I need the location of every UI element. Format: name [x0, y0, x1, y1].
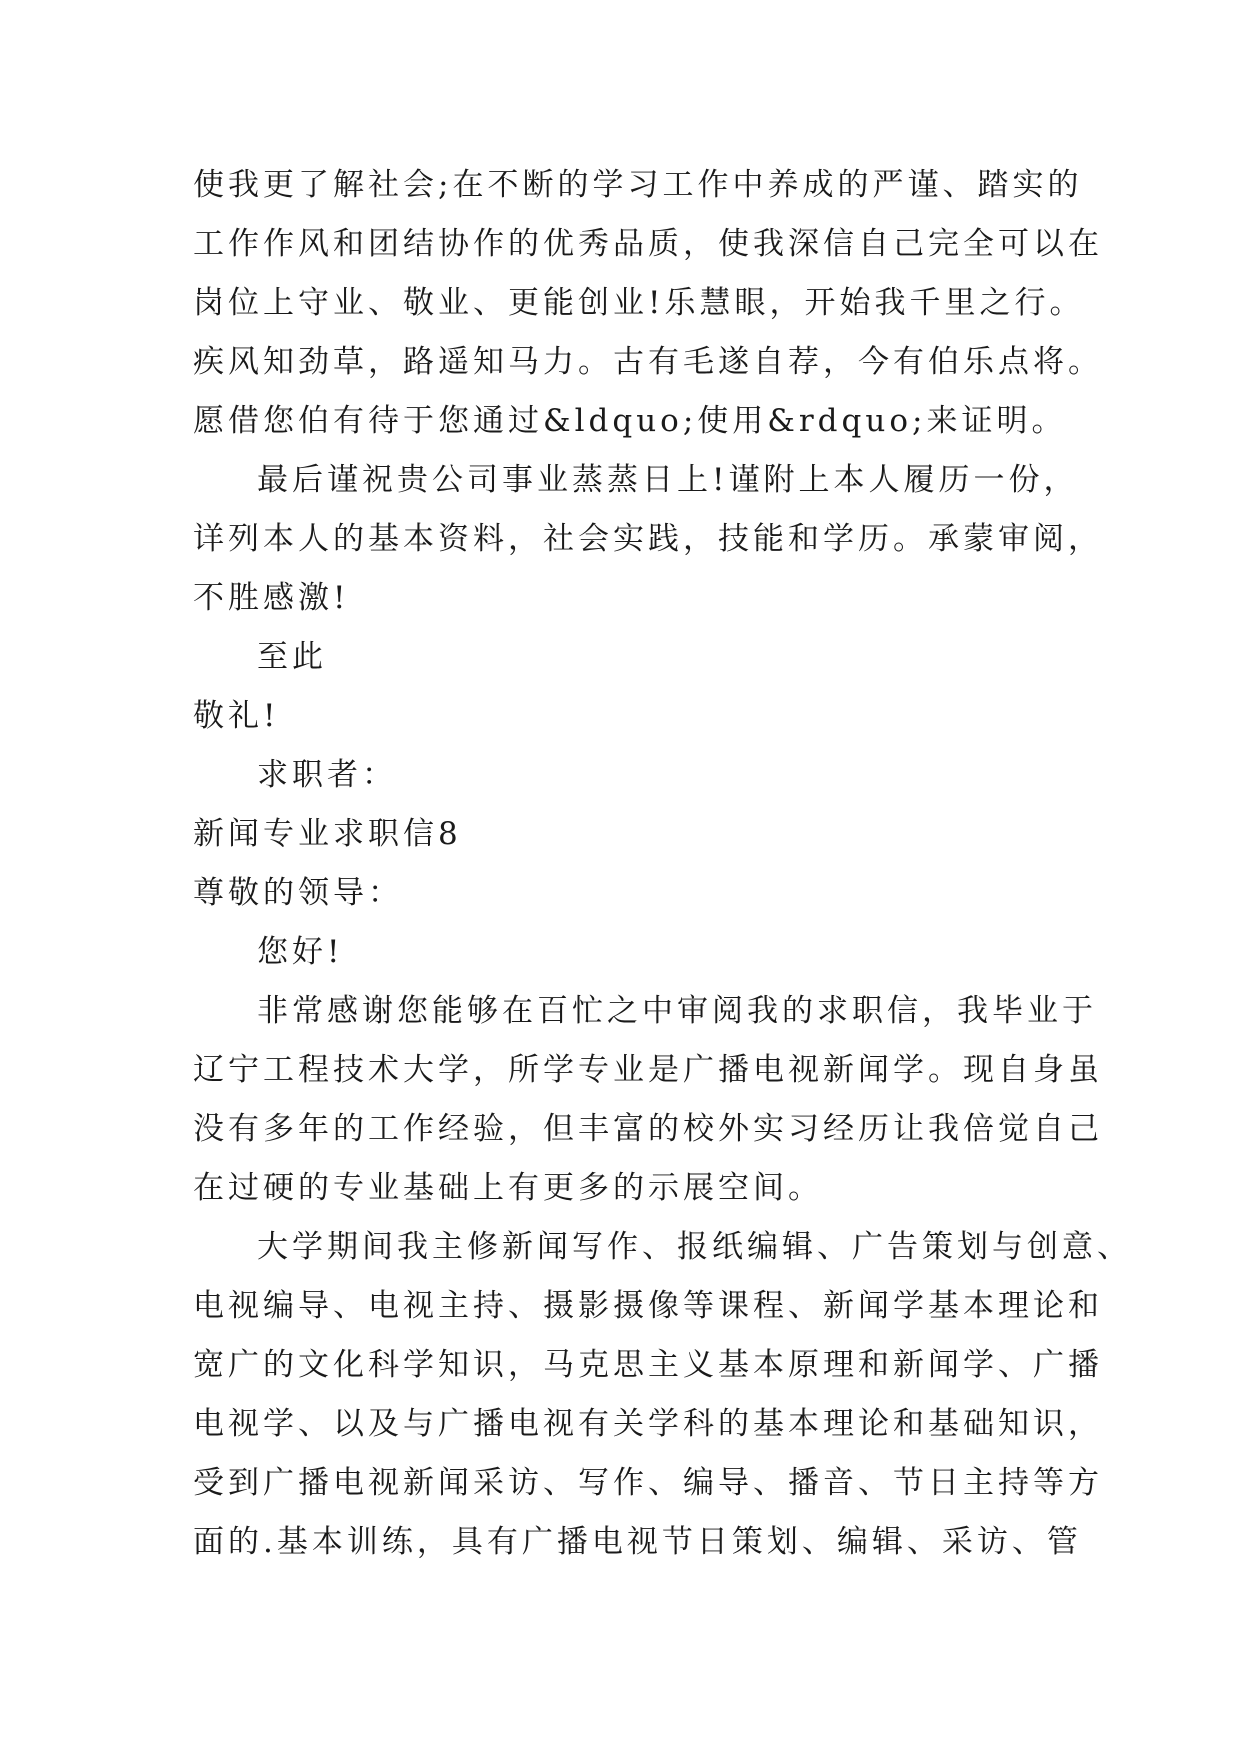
text-line: 宽广的文化科学知识，马克思主义基本原理和新闻学、广播: [193, 1347, 1103, 1383]
text-line: 非常感谢您能够在百忙之中审阅我的求职信，我毕业于: [257, 993, 1097, 1029]
text-line: 辽宁工程技术大学，所学专业是广播电视新闻学。现自身虽: [193, 1052, 1103, 1088]
text-line: 电视学、以及与广播电视有关学科的基本理论和基础知识，: [193, 1406, 1103, 1442]
text-line: 受到广播电视新闻采访、写作、编导、播音、节日主持等方: [193, 1465, 1103, 1501]
document-body: [193, 156, 1132, 1572]
text-line: 电视编导、电视主持、摄影摄像等课程、新闻学基本理论和: [193, 1288, 1103, 1324]
text-line: 不胜感激!: [193, 580, 350, 616]
text-line: 愿借您伯有待于您通过&ldquo;使用&rdquo;来证明。: [193, 403, 1067, 439]
text-line: 最后谨祝贵公司事业蒸蒸日上!谨附上本人履历一份，: [257, 462, 1079, 498]
text-line: 工作作风和团结协作的优秀品质，使我深信自己完全可以在: [193, 226, 1103, 262]
text-line: 面的.基本训练，具有广播电视节日策划、编辑、采访、管: [193, 1524, 1082, 1560]
text-line: 岗位上守业、敬业、更能创业!乐慧眼，开始我千里之行。: [193, 285, 1085, 321]
text-line: 详列本人的基本资料，社会实践，技能和学历。承蒙审阅，: [193, 521, 1103, 557]
text-line: 在过硬的专业基础上有更多的示展空间。: [193, 1170, 823, 1206]
text-line: 大学期间我主修新闻写作、报纸编辑、广告策划与创意、: [257, 1229, 1132, 1265]
salutation-line: 敬礼!: [193, 698, 280, 734]
text-line: 使我更了解社会;在不断的学习工作中养成的严谨、踏实的: [193, 167, 1083, 203]
section-title: 新闻专业求职信8: [193, 816, 462, 852]
greeting-line: 尊敬的领导：: [193, 875, 403, 911]
closing-line: 至此: [257, 639, 327, 675]
signature-line: 求职者：: [257, 757, 397, 793]
greeting-line: 您好!: [257, 934, 344, 970]
text-line: 疾风知劲草，路遥知马力。古有毛遂自荐，今有伯乐点将。: [193, 344, 1103, 380]
text-line: 没有多年的工作经验，但丰富的校外实习经历让我倍觉自己: [193, 1111, 1103, 1147]
